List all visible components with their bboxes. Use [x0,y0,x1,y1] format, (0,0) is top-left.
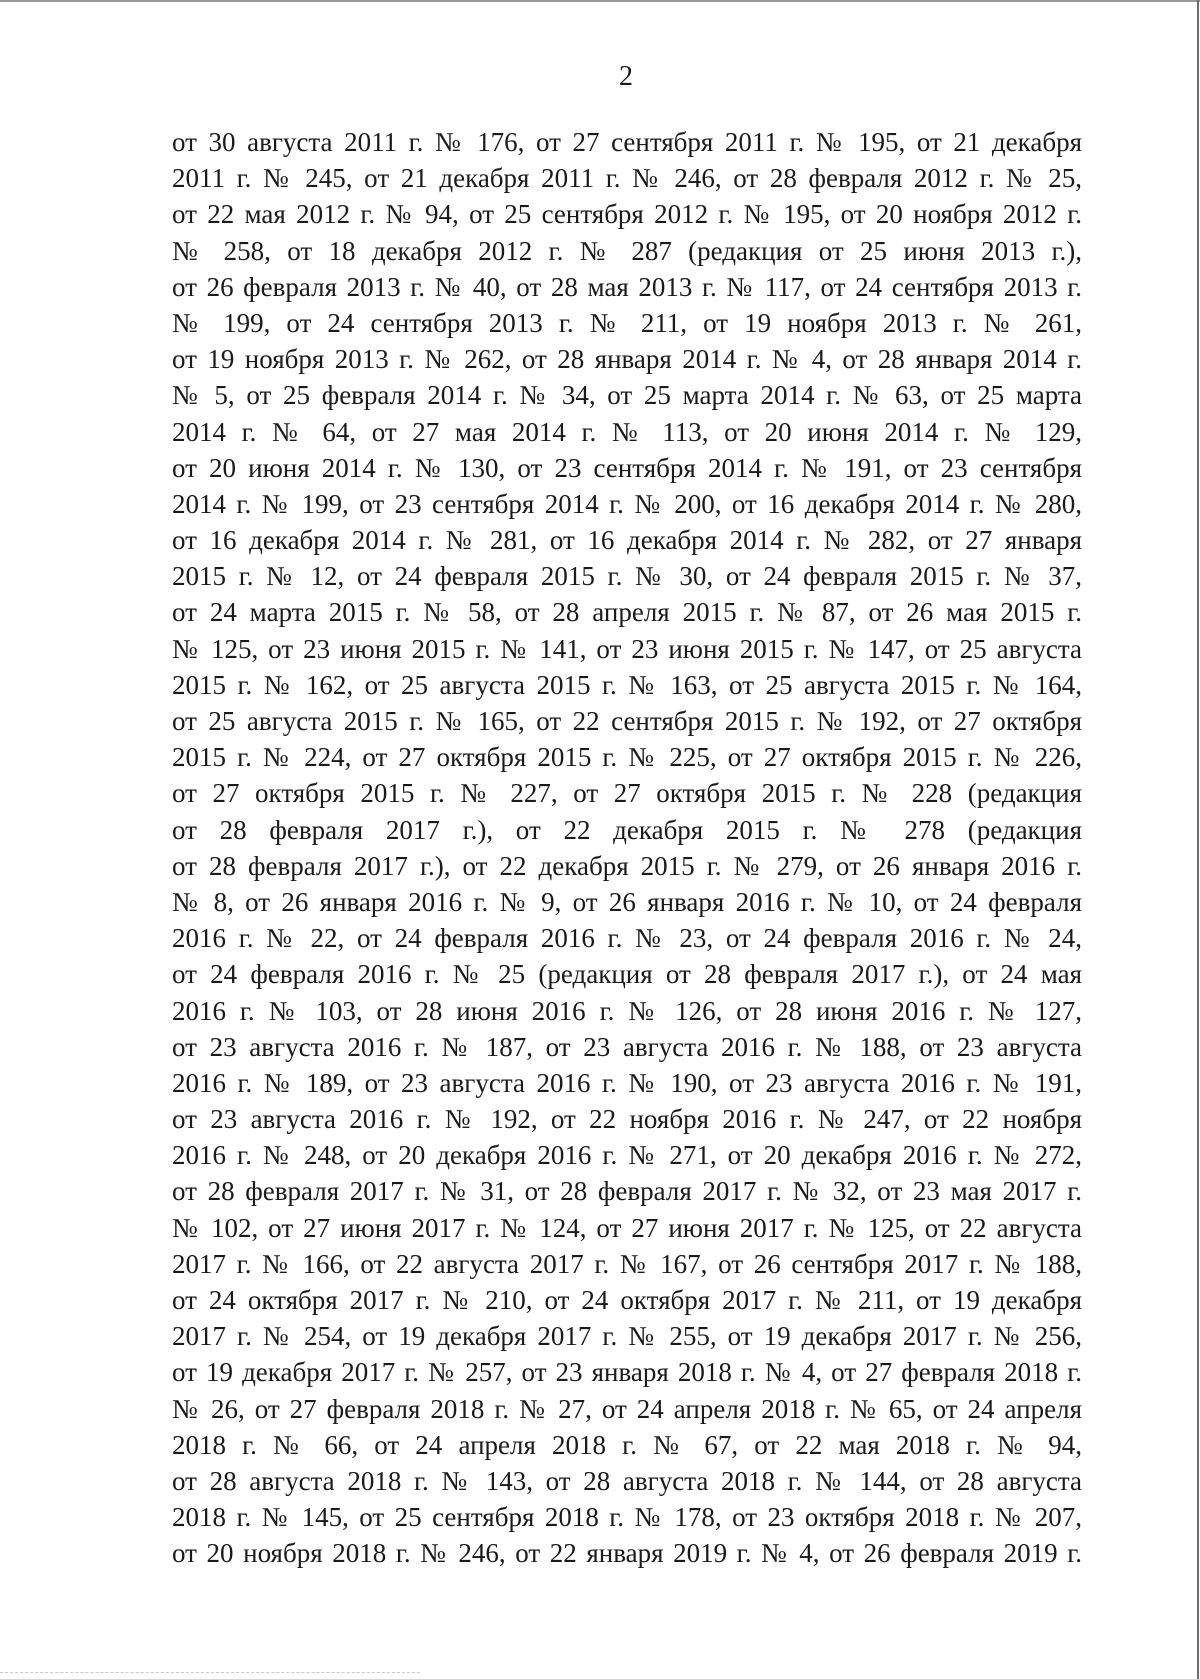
text-line: № 258, от 18 декабря 2012 г. № 287 (редакция от 25 июня 2013 г.), [172,235,1082,266]
scan-edge-bottom [0,1672,420,1674]
text-line: от 23 августа 2016 г. № 192, от 22 ноября 2016 г. № 247, от 22 ноября [172,1104,1082,1135]
text-line: от 23 августа 2016 г. № 187, от 23 августа 2016 г. № 188, от 23 августа [172,1031,1082,1062]
text-line: 2011 г. № 245, от 21 декабря 2011 г. № 246, от 28 февраля 2012 г. № 25, [172,163,1082,194]
text-line: от 24 марта 2015 г. № 58, от 28 апреля 2015 г. № 87, от 26 мая 2015 г. [172,597,1082,628]
text-line: 2014 г. № 64, от 27 мая 2014 г. № 113, от 20 июня 2014 г. № 129, [172,416,1082,447]
text-line: № 199, от 24 сентября 2013 г. № 211, от 19 ноября 2013 г. № 261, [172,307,1082,338]
text-line: от 26 февраля 2013 г. № 40, от 28 мая 2013 г. № 117, от 24 сентября 2013 г. [172,271,1082,302]
text-line: от 24 февраля 2016 г. № 25 (редакция от 28 февраля 2017 г.), от 24 мая [172,959,1082,990]
page-number: 2 [619,61,633,92]
text-line: 2016 г. № 103, от 28 июня 2016 г. № 126, от 28 июня 2016 г. № 127, [172,995,1082,1026]
text-line: 2017 г. № 254, от 19 декабря 2017 г. № 255, от 19 декабря 2017 г. № 256, [172,1321,1082,1352]
text-line: от 27 октября 2015 г. № 227, от 27 октября 2015 г. № 228 (редакция [172,778,1082,809]
text-line: от 20 июня 2014 г. № 130, от 23 сентября 2014 г. № 191, от 23 сентября [172,452,1082,483]
text-line: № 8, от 26 января 2016 г. № 9, от 26 января 2016 г. № 10, от 24 февраля [172,886,1082,917]
text-line: 2018 г. № 66, от 24 апреля 2018 г. № 67, от 22 мая 2018 г. № 94, [172,1429,1082,1460]
text-line: от 28 февраля 2017 г.), от 22 декабря 2015 г. № 279, от 26 января 2016 г. [172,850,1082,881]
scan-edge-right [1197,0,1199,1679]
text-line: 2014 г. № 199, от 23 сентября 2014 г. № 200, от 16 декабря 2014 г. № 280, [172,488,1082,519]
text-line: от 28 февраля 2017 г.), от 22 декабря 2015 г. № 278 (редакция [172,814,1082,845]
text-line: № 125, от 23 июня 2015 г. № 141, от 23 июня 2015 г. № 147, от 25 августа [172,633,1082,664]
text-line: 2015 г. № 12, от 24 февраля 2015 г. № 30, от 24 февраля 2015 г. № 37, [172,561,1082,592]
text-line: от 19 декабря 2017 г. № 257, от 23 января 2018 г. № 4, от 27 февраля 2018 г. [172,1357,1082,1388]
text-line: от 30 августа 2011 г. № 176, от 27 сентября 2011 г. № 195, от 21 декабря [172,127,1082,157]
body-text [172,124,1082,1572]
text-line: № 5, от 25 февраля 2014 г. № 34, от 25 марта 2014 г. № 63, от 25 марта [172,380,1082,411]
text-line: № 102, от 27 июня 2017 г. № 124, от 27 июня 2017 г. № 125, от 22 августа [172,1212,1082,1243]
text-line: 2015 г. № 224, от 27 октября 2015 г. № 225, от 27 октября 2015 г. № 226, [172,742,1082,773]
text-line: 2017 г. № 166, от 22 августа 2017 г. № 167, от 26 сентября 2017 г. № 188, [172,1248,1082,1279]
text-line: от 20 ноября 2018 г. № 246, от 22 января 2019 г. № 4, от 26 февраля 2019 г. [172,1538,1082,1569]
scan-edge-top [0,0,1200,2]
text-line: от 16 декабря 2014 г. № 281, от 16 декабря 2014 г. № 282, от 27 января [172,525,1082,556]
text-line: от 24 октября 2017 г. № 210, от 24 октября 2017 г. № 211, от 19 декабря [172,1285,1082,1315]
text-line: 2016 г. № 22, от 24 февраля 2016 г. № 23, от 24 февраля 2016 г. № 24, [172,923,1082,954]
text-line: от 25 августа 2015 г. № 165, от 22 сентября 2015 г. № 192, от 27 октября [172,706,1082,736]
text-line: от 28 февраля 2017 г. № 31, от 28 февраля 2017 г. № 32, от 23 мая 2017 г. [172,1176,1082,1207]
text-line: от 22 мая 2012 г. № 94, от 25 сентября 2012 г. № 195, от 20 ноября 2012 г. [172,199,1082,230]
text-line: 2016 г. № 189, от 23 августа 2016 г. № 190, от 23 августа 2016 г. № 191, [172,1067,1082,1098]
text-line: 2016 г. № 248, от 20 декабря 2016 г. № 271, от 20 декабря 2016 г. № 272, [172,1140,1082,1171]
text-line: от 19 ноября 2013 г. № 262, от 28 января 2014 г. № 4, от 28 января 2014 г. [172,344,1082,375]
text-line: № 26, от 27 февраля 2018 г. № 27, от 24 апреля 2018 г. № 65, от 24 апреля [172,1393,1082,1424]
text-line: 2015 г. № 162, от 25 августа 2015 г. № 163, от 25 августа 2015 г. № 164, [172,669,1082,700]
text-line: от 28 августа 2018 г. № 143, от 28 августа 2018 г. № 144, от 28 августа [172,1465,1082,1496]
text-line: 2018 г. № 145, от 25 сентября 2018 г. № 178, от 23 октября 2018 г. № 207, [172,1502,1082,1533]
